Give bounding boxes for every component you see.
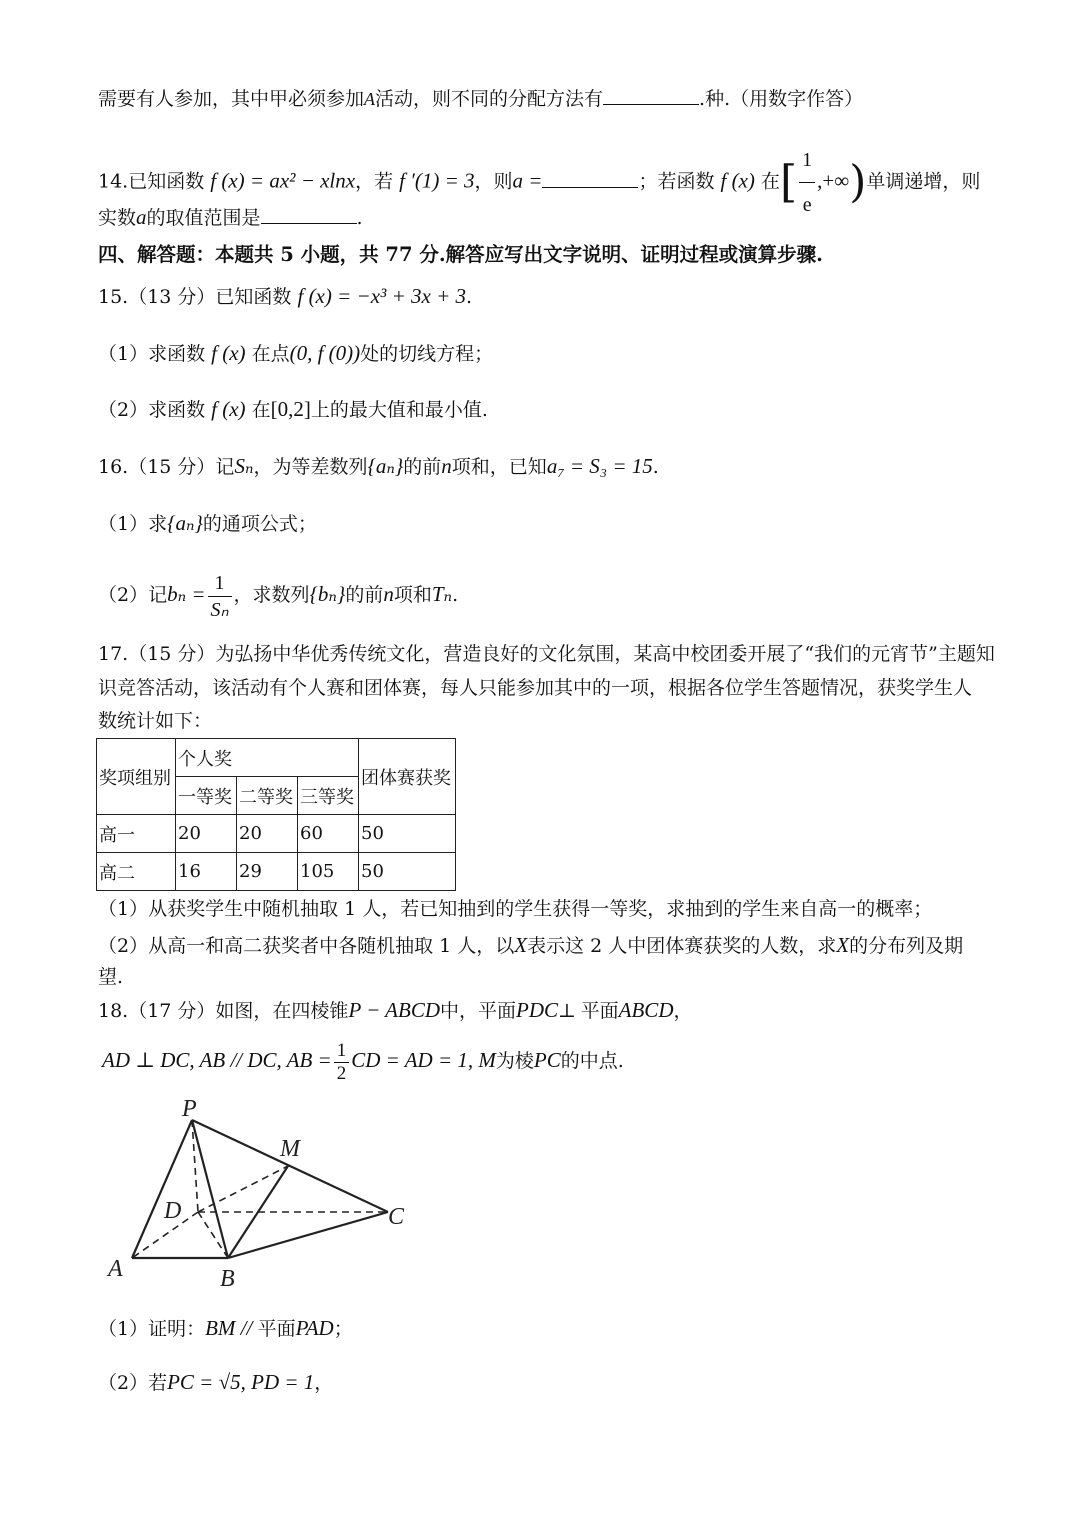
hidden-edges [132, 1120, 388, 1258]
table-cell: 29 [237, 853, 298, 891]
q16-part1 [98, 513, 317, 534]
math-n: n [441, 454, 452, 478]
text: 16.（15 分）记 [98, 456, 235, 478]
q14-line2 [98, 207, 363, 228]
pyramid-figure [100, 1090, 420, 1290]
math-expr: f (x) = −x³ + 3x + 3 [297, 284, 466, 308]
text: 处的切线方程； [360, 343, 494, 365]
table-row [97, 815, 456, 853]
q18-part2 [98, 1372, 333, 1393]
text: 的前 [345, 584, 384, 606]
q16-part2 [98, 566, 458, 622]
text: . [356, 207, 363, 229]
numerator: 1 [336, 1039, 347, 1061]
math-expr: ,+∞ [817, 168, 850, 193]
text: 在 [760, 170, 780, 193]
text: 的分布列及期 [849, 935, 964, 957]
math-expr: bₙ = [167, 582, 206, 606]
math-expr: [0,2] [270, 397, 311, 421]
answer-blank [261, 222, 357, 224]
numerator: 1 [802, 149, 813, 171]
text: ，求数列 [233, 584, 310, 606]
text: ，若 [355, 170, 394, 193]
edge-BC [228, 1212, 388, 1258]
math-a: a [136, 205, 147, 229]
q17-part2 [98, 935, 963, 956]
q17-part2-cont: 望. [98, 966, 124, 988]
table-cell: 高一 [97, 815, 176, 853]
table-cell: 60 [298, 815, 359, 853]
edge-DB [198, 1212, 228, 1258]
numerator: 1 [214, 571, 225, 594]
vertex-labels [106, 1096, 405, 1290]
math-expr: CD = AD = 1, M [351, 1048, 496, 1072]
text: 18.（17 分）如图，在四棱锥 [98, 1000, 349, 1022]
table-cell: 50 [359, 815, 456, 853]
q15-part2 [98, 399, 488, 420]
answer-blank [542, 186, 638, 188]
text: （2）从高一和高二获奖者中各随机抽取 1 人，以 [98, 935, 515, 957]
text: 项和，已知 [451, 456, 547, 478]
text: （2）若 [98, 1372, 168, 1394]
text: 为棱 [495, 1050, 534, 1072]
edge-PC [192, 1120, 388, 1212]
math-expr: {aₙ} [167, 511, 203, 535]
text: ， [673, 1000, 693, 1022]
text: .种.（用数字作答） [699, 88, 864, 110]
math-expr: f ′(1) = 3 [399, 168, 475, 193]
text: （2）求函数 [98, 399, 206, 421]
text: . [452, 584, 459, 606]
edge-PA [132, 1120, 192, 1258]
award-table [96, 738, 456, 891]
q13-continuation [98, 90, 863, 109]
header-cell: 三等奖 [298, 777, 359, 815]
section-heading: 四、解答题：本题共 5 小题，共 77 分.解答应写出文字说明、证明过程或演算步骤. [98, 243, 823, 266]
math-n: n [383, 582, 394, 606]
text: 的取值范围是 [146, 207, 261, 229]
math-expr: a = [512, 168, 543, 193]
fraction [208, 570, 232, 623]
math-expr: f (x) [720, 168, 755, 193]
q18-conditions [102, 1036, 624, 1084]
math-expr: f (x) [211, 397, 246, 421]
q15-part1 [98, 343, 493, 364]
label-D: D [164, 1198, 182, 1224]
math-expr: Sₙ [234, 454, 254, 478]
edge-PB [192, 1120, 228, 1258]
math-expr: {aₙ} [367, 454, 404, 478]
math-expr: a₇ = S₃ = 15 [546, 454, 653, 478]
fraction [799, 138, 815, 227]
math-expr: P − ABCD [348, 998, 441, 1022]
header-cell: 个人奖 [176, 739, 359, 777]
text: 活动，则不同的分配方法有 [375, 88, 604, 110]
text: 的通项公式； [202, 513, 317, 535]
table-cell: 高二 [97, 853, 176, 891]
denominator: Sₙ [208, 596, 232, 623]
text: 15.（13 分）已知函数 [98, 286, 292, 308]
header-cell: 奖项组别 [97, 739, 176, 815]
math-expr: f (x) = ax² − xlnx [210, 168, 356, 193]
text: 需要有人参加，其中甲必须参加 [98, 88, 365, 110]
header-cell: 二等奖 [237, 777, 298, 815]
text: ⊥ 平面 [558, 1001, 619, 1022]
table-row [97, 739, 456, 777]
text: . [652, 456, 659, 478]
text: ； [333, 1318, 353, 1340]
text: ，为等差数列 [253, 456, 368, 478]
text: 的前 [403, 456, 442, 478]
text: 在点 [251, 343, 290, 365]
q15 [98, 286, 472, 307]
math-expr: PC [533, 1048, 561, 1072]
denominator: e [799, 182, 815, 227]
math-expr: BM // [205, 1316, 258, 1340]
answer-blank [603, 103, 699, 105]
table-cell: 16 [176, 853, 237, 891]
edge-DM [198, 1166, 288, 1212]
text: 上的最大值和最小值. [310, 399, 488, 421]
text: 实数 [98, 207, 137, 229]
table-row [97, 853, 456, 891]
label-M: M [280, 1136, 300, 1162]
text: ，则 [474, 170, 513, 193]
text: . [466, 286, 473, 308]
label-P: P [182, 1096, 197, 1122]
q17-line3: 数统计如下： [98, 710, 213, 732]
q14 [98, 138, 981, 216]
q18-part1 [98, 1318, 353, 1339]
math-X: X [836, 933, 850, 957]
denominator: 2 [334, 1062, 350, 1085]
text: 中，平面 [440, 1000, 517, 1022]
label-B: B [220, 1266, 235, 1290]
q16 [98, 456, 659, 477]
text: （2）记 [98, 584, 168, 606]
math-expr: PDC [516, 998, 559, 1022]
text: 的中点. [560, 1050, 624, 1072]
math-expr: PAD [295, 1316, 334, 1340]
q17-line1: 17.（15 分）为弘扬中华优秀传统文化，营造良好的文化氛围，某高中校团委开展了“我们的元宵节”主题知 [98, 643, 995, 665]
math-X: X [514, 933, 528, 957]
text: （1）求 [98, 513, 168, 535]
solid-edges [132, 1120, 388, 1258]
table-cell: 20 [237, 815, 298, 853]
fraction [334, 1040, 350, 1085]
math-expr: PC = √5, PD = 1 [167, 1370, 315, 1394]
left-bracket: [ [779, 156, 798, 208]
text: ， [314, 1372, 334, 1394]
label-A: A [108, 1256, 123, 1282]
q17-part1: （1）从获奖学生中随机抽取 1 人，若已知抽到的学生获得一等奖，求抽到的学生来自高一的概率； [98, 898, 933, 920]
text: 平面 [257, 1318, 296, 1340]
math-expr: {bₙ} [309, 582, 346, 606]
text: 在 [251, 399, 271, 421]
math-expr: (0, f (0)) [289, 341, 361, 365]
header-cell: 团体赛获奖 [359, 739, 456, 815]
header-cell: 一等奖 [176, 777, 237, 815]
q17-line2: 识竞答活动，该活动有个人赛和团体赛，每人只能参加其中的一项，根据各位学生答题情况，获奖学生人 [98, 677, 973, 699]
math-expr: Tₙ [431, 582, 453, 606]
table-cell: 20 [176, 815, 237, 853]
text: ；若函数 [638, 170, 715, 193]
math-expr: AD ⊥ DC, AB // DC, AB = [102, 1048, 332, 1072]
math-expr: f (x) [211, 341, 246, 365]
text: （1）证明： [98, 1318, 206, 1340]
right-paren: ) [849, 156, 867, 208]
text: 表示这 2 人中团体赛获奖的人数，求 [527, 935, 837, 957]
text: 单调递增，则 [866, 170, 981, 193]
math-A: A [364, 89, 376, 109]
table-cell: 105 [298, 853, 359, 891]
table-cell: 50 [359, 853, 456, 891]
label-C: C [388, 1204, 405, 1230]
text: （1）求函数 [98, 343, 206, 365]
text: 项和 [393, 584, 432, 606]
math-expr: ABCD [618, 998, 674, 1022]
q18 [98, 1000, 693, 1021]
text: 14.已知函数 [98, 170, 205, 193]
